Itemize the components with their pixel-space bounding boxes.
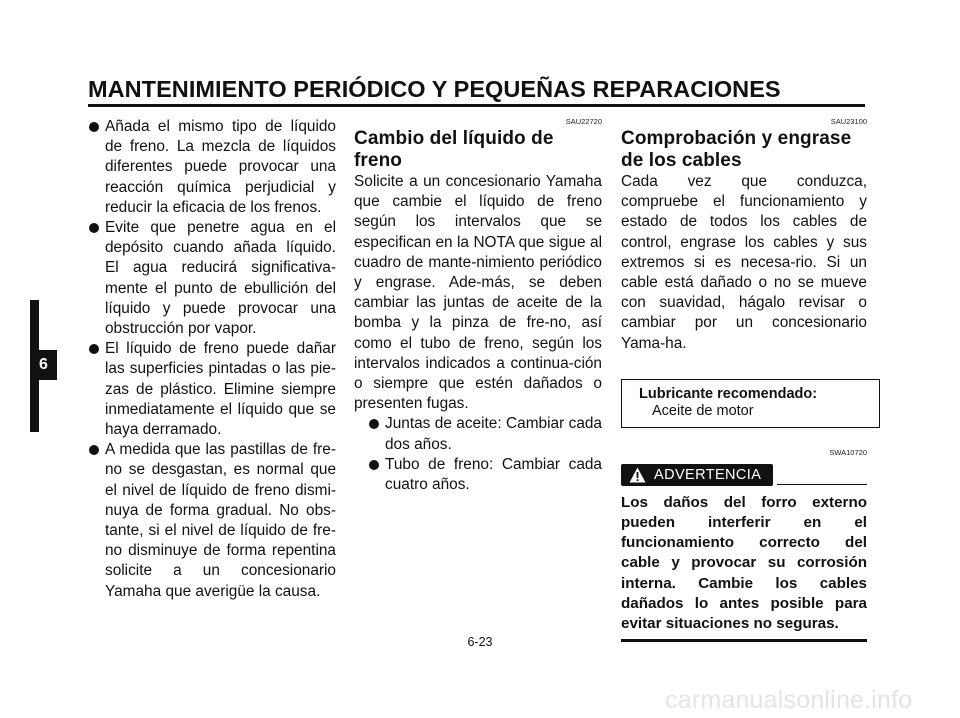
bullet-item	[368, 414, 602, 454]
lubricant-value: Aceite de motor	[652, 402, 754, 419]
bullet-dot-icon	[369, 419, 379, 429]
section-heading: Cambio del líquido de freno	[354, 128, 554, 171]
column-3	[621, 117, 867, 642]
lubricant-box	[621, 379, 880, 428]
warning-rule	[777, 484, 867, 485]
bullet-text: Tubo de freno: Cambiar cada cuatro años.	[385, 455, 602, 494]
section-paragraph: Solicite a un concesionario Yamaha que cambie el líquido de freno según los intervalos que se especifican en la NOTA que sigue al cuadro de mante-nimiento periódico y engrase. Ade-más, se deben cambiar las juntas de aceite de la bomba y la pinza de fre-no, así como el tubo de freno, según los intervalos indicados a continua-ción o siempre que estén dañados o presenten fugas.	[354, 173, 602, 413]
bullet-item	[88, 117, 336, 218]
bullet-text: Juntas de aceite: Cambiar cada dos años.	[385, 415, 602, 453]
section-heading: Comprobación y engrase de los cables	[621, 128, 852, 171]
warning-header	[621, 462, 867, 490]
bullet-item	[88, 218, 336, 339]
column-1	[88, 117, 336, 602]
bullet-dot-icon	[369, 460, 379, 470]
page-number: 6-23	[467, 635, 493, 649]
bullet-item	[88, 339, 336, 440]
lubricant-label: Lubricante recomendado:	[639, 385, 818, 402]
column-2	[354, 117, 602, 495]
bullet-text: El líquido de freno puede dañar las superficies pintadas o las pie-zas de plástico. Elimine siempre inmediatamente el líquido que se haya derramado.	[105, 340, 336, 439]
bullet-item	[88, 440, 336, 602]
bullet-dot-icon	[89, 122, 99, 132]
watermark: carmanualsonline.info	[665, 686, 913, 714]
header-rule	[88, 104, 865, 107]
bullet-dot-icon	[89, 445, 99, 455]
warning-text: Los daños del forro externo pueden interferir en el funcionamiento correcto del cable y provocar su corrosión interna. Cambie los cables dañados lo antes posible para evitar situaciones no seguras.	[621, 493, 867, 633]
section-code: SAU22720	[565, 117, 602, 126]
warning-badge	[621, 464, 773, 486]
bullet-dot-icon	[89, 344, 99, 354]
bullet-dot-icon	[89, 223, 99, 233]
section-code: SAU23100	[830, 117, 867, 126]
warning-code: SWA10720	[829, 447, 867, 457]
chapter-tab: 6	[30, 350, 57, 380]
section-paragraph: Cada vez que conduzca, compruebe el funcionamiento y estado de todos los cables de control, engrase los cables y sus extremos si es necesa-rio. Si un cable está dañado o no se mueve con suavidad, hágalo revisar o cambiar por un concesionario Yama-ha.	[621, 173, 867, 352]
bullet-text: Evite que penetre agua en el depósito cuando añada líquido. El agua reducirá significativa-mente el punto de ebullición del líquido y puede provocar una obstrucción por vapor.	[105, 219, 336, 338]
bullet-text: A medida que las pastillas de fre-no se desgastan, es normal que el nivel de líquido de freno dismi-nuya de forma gradual. No obs-tante, si el nivel de líquido de fre-no disminuye de forma repentina solicite a un concesionario Yamaha que averigüe la causa.	[105, 441, 336, 600]
bullet-text: Añada el mismo tipo de líquido de freno. La mezcla de líquidos diferentes puede provocar una reacción química perjudicial y reducir la eficacia de los frenos.	[105, 118, 336, 216]
warning-triangle-icon	[629, 467, 646, 483]
page-header-title: MANTENIMIENTO PERIÓDICO Y PEQUEÑAS REPARACIONES	[88, 76, 781, 102]
bullet-item	[368, 455, 602, 495]
warning-label: ADVERTENCIA	[654, 466, 762, 483]
